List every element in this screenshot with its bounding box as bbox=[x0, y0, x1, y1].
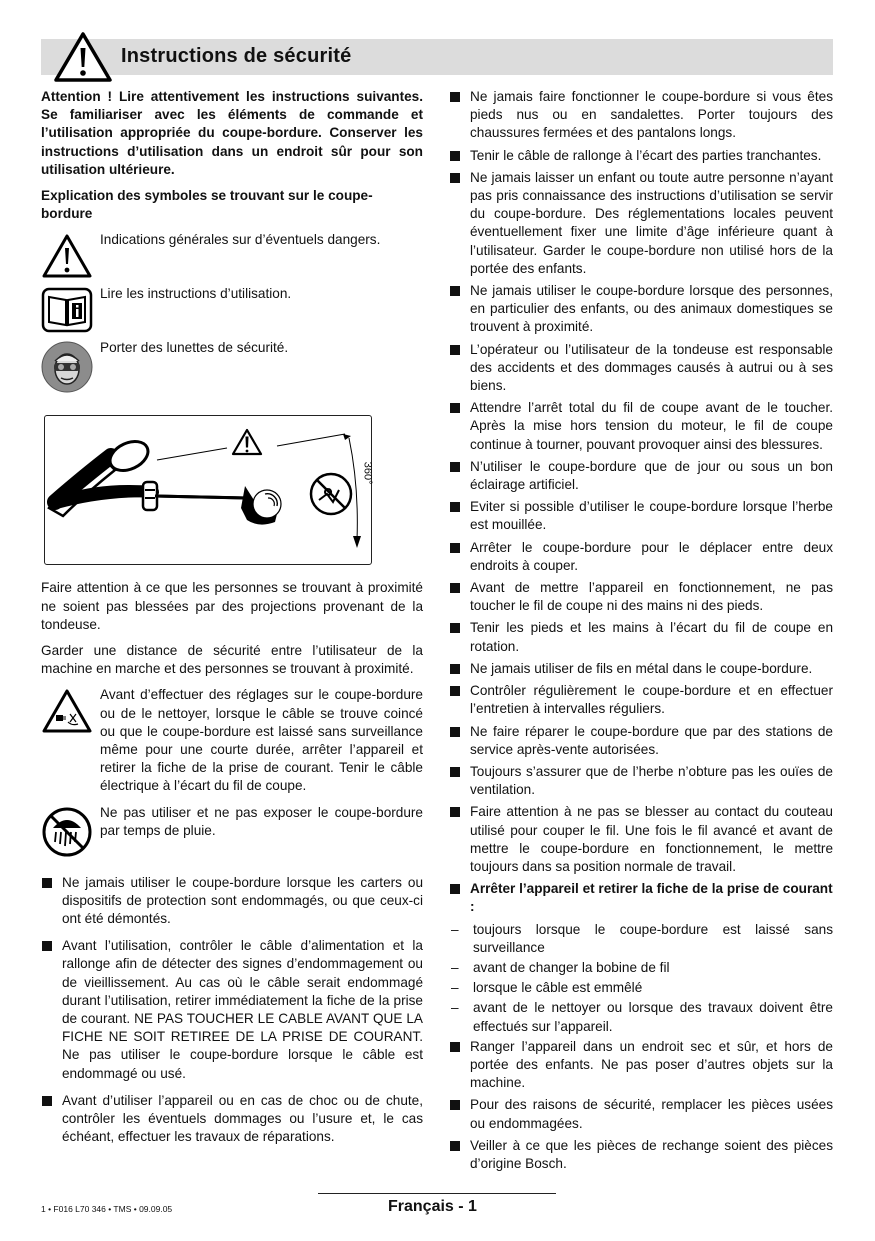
unplug-heading: Arrêter l’appareil et retirer la fiche de la prise de courant : bbox=[449, 880, 833, 916]
list-item: Arrêter le coupe-bordure pour le déplacer entre deux endroits à couper. bbox=[449, 539, 833, 575]
list-item: Ne jamais utiliser de fils en métal dans le coupe-bordure. bbox=[449, 660, 833, 678]
dash-item: – toujours lorsque le coupe-bordure est laissé sans surveillance bbox=[449, 921, 833, 957]
symbol-rain bbox=[41, 804, 423, 850]
trimmer-illustration bbox=[45, 416, 371, 564]
list-item: Ne jamais utiliser le coupe-bordure lorsque des personnes, en particulier des enfants, ou des animaux domestiques se trouvent à proximité. bbox=[449, 282, 833, 337]
unplug-warning-icon bbox=[41, 688, 93, 734]
symbol-danger-text: Indications générales sur d’éventuels dangers. bbox=[100, 232, 381, 248]
symbol-manual-text: Lire les instructions d’utilisation. bbox=[100, 286, 292, 302]
rotation-angle-label: 360° bbox=[361, 462, 374, 485]
dash-item: – avant de changer la bobine de fil bbox=[449, 959, 833, 977]
left-bullet-list bbox=[41, 874, 423, 1147]
dash-item: – avant de le nettoyer ou lorsque des travaux doivent être effectués sur l’appareil. bbox=[449, 999, 833, 1035]
symbol-manual bbox=[41, 285, 423, 331]
page-number: Français - 1 bbox=[388, 1198, 477, 1215]
list-item: Tenir le câble de rallonge à l’écart des parties tranchantes. bbox=[449, 147, 833, 165]
projection-warning: Faire attention à ce que les personnes se trouvant à proximité ne soient pas blessées par des projections provenant de la tondeuse. bbox=[41, 580, 423, 632]
list-item: Faire attention à ne pas se blesser au contact du couteau utilisé pour couper le fil. Une fois le fil avancé et avant de mettre le coupe-bordure en fonctionnement, le mettre toujours dans sa position normale de travail. bbox=[449, 803, 833, 876]
safety-goggles-icon bbox=[41, 341, 93, 393]
symbol-danger bbox=[41, 231, 423, 277]
list-item: Attendre l’arrêt total du fil de coupe avant de le toucher. Après la mise hors tension du moteur, le fil de coupe continue à tourner, pouvant provoquer ainsi des blessures. bbox=[449, 399, 833, 454]
list-item: Ne faire réparer le coupe-bordure que par des stations de service après-vente autorisées. bbox=[449, 723, 833, 759]
symbols-heading: Explication des symboles se trouvant sur le coupe-bordure bbox=[41, 188, 373, 222]
list-item: Toujours s’assurer que de l’herbe n’obture pas les ouïes de ventilation. bbox=[449, 763, 833, 799]
symbol-unplug-text: Avant d’effectuer des réglages sur le coupe-bordure ou de le nettoyer, lorsque le câble se trouve coincé ou que le coupe-bordure est laissé sans surveillance même pour une courte durée, arrêter l’appareil et retirer la fiche de la prise de courant. Tenir le câble électrique à l’écart du fil de coupe. bbox=[100, 687, 423, 794]
list-item: N’utiliser le coupe-bordure que de jour ou sous un bon éclairage artificiel. bbox=[449, 458, 833, 494]
list-item: Ranger l’appareil dans un endroit sec et sûr, et hors de portée des enfants. Ne pas poser d’autres objets sur la machine. bbox=[449, 1038, 833, 1093]
no-rain-icon bbox=[41, 806, 93, 858]
symbol-unplug bbox=[41, 686, 423, 795]
list-item: Ne jamais faire fonctionner le coupe-bordure si vous êtes pieds nus ou en sandalettes. Porter toujours des chaussures fermées et des pantalons longs. bbox=[449, 88, 833, 143]
dash-item: – lorsque le câble est emmêlé bbox=[449, 979, 833, 997]
right-bullet-list-end bbox=[449, 1038, 833, 1173]
list-item: L’opérateur ou l’utilisateur de la tondeuse est responsable des accidents et des dommages causés à autrui ou à ses biens. bbox=[449, 341, 833, 396]
list-item: Avant d’utiliser l’appareil ou en cas de choc ou de chute, contrôler les éventuels dommages ou l’usure et, le cas échéant, effectuer les travaux de réparations. bbox=[41, 1092, 423, 1147]
unplug-conditions-list bbox=[449, 921, 833, 1036]
symbol-goggles-text: Porter des lunettes de sécurité. bbox=[100, 340, 289, 356]
read-manual-icon bbox=[41, 287, 93, 333]
list-item: Contrôler régulièrement le coupe-bordure et en effectuer l’entretien à intervalles réguliers. bbox=[449, 682, 833, 718]
right-bullet-list bbox=[449, 88, 833, 917]
footer-rule bbox=[318, 1193, 556, 1194]
symbol-rain-text: Ne pas utiliser et ne pas exposer le coupe-bordure par temps de pluie. bbox=[100, 804, 423, 838]
warning-triangle-icon bbox=[53, 31, 113, 83]
page-title: Instructions de sécurité bbox=[121, 45, 352, 67]
list-item: Ne jamais laisser un enfant ou toute autre personne n’ayant pas pris connaissance des instructions d’utilisation se servir du coupe-bordure. Des réglementations locales peuvent éventuellement fixer une limite d’âge inférieure quant à l’utilisateur. Garder le coupe-bordure non utilisé hors de la portée des enfants. bbox=[449, 169, 833, 278]
right-column bbox=[449, 88, 833, 1177]
document-code: 1 • F016 L70 346 • TMS • 09.09.05 bbox=[41, 1204, 173, 1214]
list-item: Pour des raisons de sécurité, remplacer les pièces usées ou endommagées. bbox=[449, 1096, 833, 1132]
safety-distance-note: Garder une distance de sécurité entre l’utilisateur de la machine en marche et des personnes se trouvant à proximité. bbox=[41, 643, 423, 677]
warning-triangle-icon bbox=[41, 233, 93, 279]
left-column bbox=[41, 88, 423, 1151]
list-item: Ne jamais utiliser le coupe-bordure lorsque les carters ou dispositifs de protection sont endommagés, ou que ceux-ci ont été démontés. bbox=[41, 874, 423, 929]
list-item: Tenir les pieds et les mains à l’écart du fil de coupe en rotation. bbox=[449, 619, 833, 655]
section-header bbox=[41, 39, 833, 75]
list-item: Avant de mettre l’appareil en fonctionnement, ne pas toucher le fil de coupe ni des mains ni des pieds. bbox=[449, 579, 833, 615]
intro-warning: Attention ! Lire attentivement les instructions suivantes. Se familiariser avec les éléments de commande et l’utilisation appropriée du coupe-bordure. Conserver les instructions d’utilisation dans un endroit sûr pour son utilisation ultérieure. bbox=[41, 89, 423, 177]
list-item: Eviter si possible d’utiliser le coupe-bordure lorsque l’herbe est mouillée. bbox=[449, 498, 833, 534]
list-item: Veiller à ce que les pièces de rechange soient des pièces d’origine Bosch. bbox=[449, 1137, 833, 1173]
symbol-goggles bbox=[41, 339, 423, 393]
list-item: Avant l’utilisation, contrôler le câble d’alimentation et la rallonge afin de détecter des signes d’endommagement ou de vieillissement. Au cas où le câble serait endommagé durant l’utilisation, retirer immédiatement la fiche de la prise de courant. NE PAS TOUCHER LE CABLE AVANT QUE LA FICHE NE SOIT RETIREE DE LA PRISE DE COURANT. Ne pas utiliser le coupe-bordure lorsque le câble est endommagé ou usé. bbox=[41, 937, 423, 1083]
trimmer-safety-diagram bbox=[44, 415, 372, 565]
